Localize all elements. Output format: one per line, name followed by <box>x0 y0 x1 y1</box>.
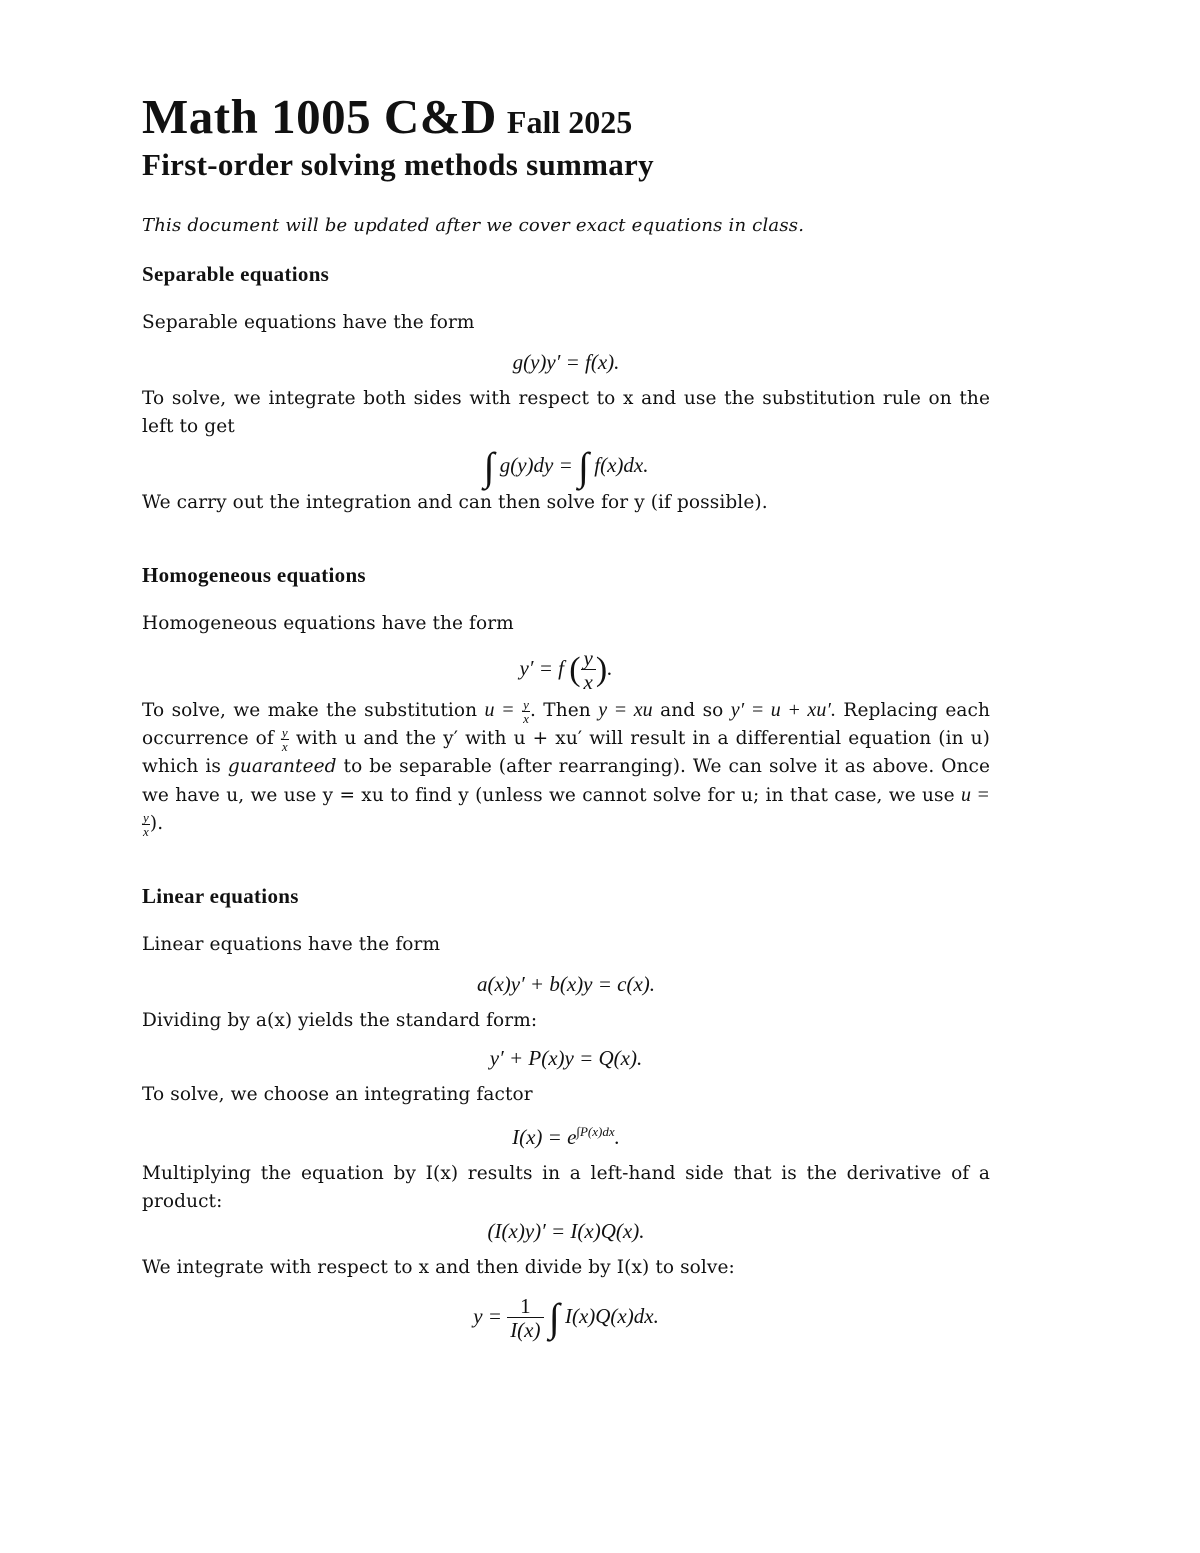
solution-fraction: $\frac{1}{I(x)}$ <box>507 1296 543 1341</box>
linear-standard-equation: y′ + P(x)y = Q(x). <box>489 1046 643 1070</box>
update-note: This document will be updated after we cover exact equations in class. <box>142 215 805 236</box>
separable-equation: g(y)y′ = f(x). <box>512 350 620 374</box>
linear-heading: Linear equations <box>142 884 299 908</box>
integral-sign: ∫ <box>548 1295 560 1340</box>
document-page <box>142 88 990 1344</box>
homogeneous-section <box>142 563 990 838</box>
separable-after-text: We carry out the integration and can then solve for y (if possible). <box>142 492 768 513</box>
product-equation: (I(x)y)′ = I(x)Q(x). <box>487 1219 645 1243</box>
homogeneous-eq-lhs: y′ = f <box>519 656 564 680</box>
term-label: Fall 2025 <box>506 104 633 140</box>
linear-equation: a(x)y′ + b(x)y = c(x). <box>476 972 656 996</box>
separable-heading: Separable equations <box>142 262 330 286</box>
separable-integral-equation <box>142 443 990 487</box>
homogeneous-intro: Homogeneous equations have the form <box>142 613 514 634</box>
linear-intro: Linear equations have the form <box>142 934 441 955</box>
integrating-factor-equation: $I(x) = e^{\int P(x)dx}$. <box>512 1124 620 1149</box>
title <box>142 88 990 145</box>
integral-sign: ∫ <box>483 444 495 489</box>
linear-integrate-text: We integrate with respect to x and then divide by I(x) to solve: <box>142 1257 735 1278</box>
linear-divide-text: Dividing by a(x) yields the standard form: <box>142 1010 538 1031</box>
homogeneous-equation: y′ = f ( $\frac{y}{x}$ ). <box>519 645 613 694</box>
linear-section <box>142 884 990 1344</box>
homogeneous-fraction <box>581 645 596 694</box>
emphasis-guaranteed: guaranteed <box>227 756 337 777</box>
linear-multiply-text: Multiplying the equation by I(x) results in a left-hand side that is the derivative of a product: <box>142 1163 990 1212</box>
fraction-denominator: x <box>581 669 596 693</box>
separable-section <box>142 262 990 517</box>
course-title: Math 1005 C&D <box>142 89 497 144</box>
fraction-numerator: y <box>583 645 593 670</box>
subtitle: First-order solving methods summary <box>142 147 654 182</box>
homogeneous-solve-text: To solve, we make the substitution u = $\frac{y}{x}$ . Then y = xu and so y′ = u + xu′. Replacing each occurrence of $\frac{y}{x}$ with u and the y′ with u + xu′ will result in a differential equation (in u) which is guaranteed to be separable (after rearranging). We can solve it as above. Once we have u, we use y = xu to find y (unless we cannot solve for u; in that case, we use u = $\frac{y}{x}$ ). <box>142 696 991 839</box>
separable-intro: Separable equations have the form <box>142 312 475 333</box>
separable-integral-rhs: f(x)dx. <box>594 453 649 477</box>
integral-sign: ∫ <box>578 444 590 489</box>
homogeneous-heading: Homogeneous equations <box>142 563 366 587</box>
separable-integral-lhs: g(y)dy = <box>499 453 573 477</box>
linear-solution-equation: y = $\frac{1}{I(x)}$ ∫ I(x)Q(x)dx. <box>473 1293 659 1342</box>
factor-exponent: ∫P(x)dx <box>576 1124 615 1139</box>
separable-solve-text: To solve, we integrate both sides with respect to x and use the substitution rule on the left to get <box>142 388 990 437</box>
linear-factor-text: To solve, we choose an integrating factor <box>142 1084 533 1105</box>
